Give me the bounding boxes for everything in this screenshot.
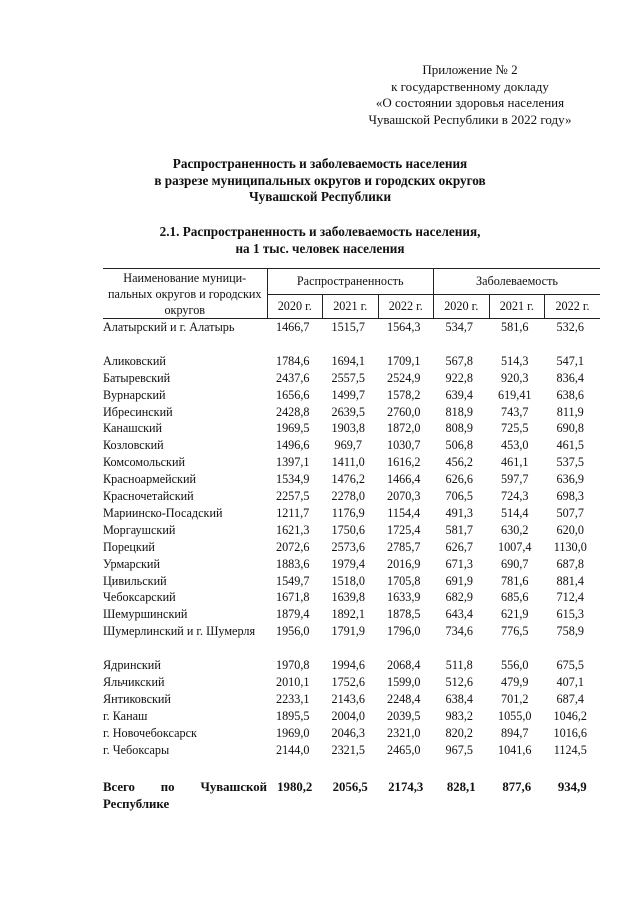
value-cell: 1633,9	[386, 590, 421, 605]
district-name-cell: Канашский	[103, 421, 163, 436]
value-cell: 615,3	[556, 607, 584, 622]
value-cell: 630,2	[501, 522, 529, 537]
value-cell: 1656,6	[275, 387, 310, 402]
table-row	[103, 505, 600, 522]
table-row	[103, 606, 600, 623]
appendix-line: к государственному докладу	[391, 78, 549, 94]
total-name-cell: Всего по Чувашской Республике	[103, 779, 267, 811]
prevalence-group-header: Распространенность	[267, 269, 434, 295]
value-cell: 687,8	[556, 556, 584, 571]
value-cell: 1130,0	[553, 539, 587, 554]
value-cell: 2437,6	[275, 370, 310, 385]
district-name-cell: г. Канаш	[103, 708, 148, 723]
table-row	[103, 742, 600, 759]
value-cell: 1016,6	[553, 725, 588, 740]
value-cell: 1671,8	[275, 590, 310, 605]
value-cell: 894,7	[501, 725, 529, 740]
table-row	[103, 556, 600, 573]
value-cell: 506,8	[445, 438, 473, 453]
value-cell: 734,6	[445, 624, 473, 639]
value-cell: 1979,4	[331, 556, 365, 571]
total-value-cell: 877,6	[502, 779, 532, 794]
report-title-line: Распространенность и заболеваемость населения	[172, 156, 468, 171]
value-cell: 776,5	[501, 624, 529, 639]
value-cell: 2257,5	[275, 489, 310, 504]
value-cell: 1903,8	[331, 421, 365, 436]
value-cell: 690,8	[556, 421, 584, 436]
value-cell: 453,0	[501, 438, 529, 453]
value-cell: 2046,3	[331, 725, 365, 740]
table-row	[103, 387, 600, 404]
value-cell: 2143,6	[331, 691, 365, 706]
district-name-cell: Урмарский	[103, 556, 160, 571]
value-cell: 2321,5	[331, 742, 365, 757]
value-cell: 1211,7	[276, 505, 310, 520]
value-cell: 691,9	[445, 573, 473, 588]
section-title-line: на 1 тыс. человек населения	[235, 240, 405, 256]
total-value-cell: 2174,3	[388, 779, 424, 794]
year-header: 2021 г.	[323, 294, 379, 318]
district-name-cell: Красноармейский	[103, 472, 196, 487]
value-cell: 969,7	[334, 438, 362, 453]
value-cell: 1411,0	[331, 455, 365, 470]
value-cell: 1956,0	[275, 624, 310, 639]
district-name-cell: Красночетайский	[103, 489, 194, 504]
name-column-header: Наименование муници-пальных округов и городских округов	[103, 269, 267, 319]
value-cell: 836,4	[556, 370, 584, 385]
statistics-table	[103, 268, 600, 813]
value-cell: 671,3	[445, 556, 473, 571]
value-cell: 808,9	[445, 421, 473, 436]
value-cell: 1796,0	[386, 624, 421, 639]
spacer-cell	[103, 759, 600, 779]
value-cell: 2321,0	[386, 725, 421, 740]
year-header: 2020 г.	[434, 294, 490, 318]
value-cell: 1154,4	[387, 505, 421, 520]
table-row	[103, 353, 600, 370]
appendix-note	[300, 62, 640, 128]
value-cell: 698,3	[556, 489, 584, 504]
district-name-cell: Аликовский	[103, 353, 166, 368]
incidence-group-header: Заболеваемость	[434, 269, 601, 295]
value-cell: 818,9	[445, 404, 473, 419]
district-name-cell: Алатырский и г. Алатырь	[103, 320, 235, 334]
section-title	[90, 224, 550, 257]
value-cell: 2004,0	[331, 708, 365, 723]
value-cell: 2639,5	[331, 404, 365, 419]
value-cell: 619,41	[497, 387, 532, 402]
table-row	[103, 370, 600, 387]
district-name-cell: Козловский	[103, 438, 164, 453]
value-cell: 620,0	[556, 522, 584, 537]
value-cell: 685,6	[501, 590, 529, 605]
value-cell: 1969,0	[275, 725, 310, 740]
appendix-line: Чувашской Республики в 2022 году»	[368, 111, 572, 127]
value-cell: 621,9	[501, 607, 529, 622]
district-name-cell: Ядринский	[103, 658, 161, 673]
year-header: 2022 г.	[378, 294, 434, 318]
district-name-cell: г. Чебоксары	[103, 742, 170, 757]
value-cell: 1518,0	[331, 573, 365, 588]
value-cell: 407,1	[556, 675, 584, 689]
value-cell: 2010,1	[275, 675, 310, 689]
table-row	[103, 454, 600, 471]
table-row	[103, 674, 600, 691]
value-cell: 547,1	[556, 353, 584, 368]
value-cell: 636,9	[556, 472, 584, 487]
value-cell: 811,9	[556, 404, 584, 419]
value-cell: 1176,9	[331, 505, 365, 520]
table-row	[103, 420, 600, 437]
year-header: 2020 г.	[267, 294, 323, 318]
table-row	[103, 657, 600, 674]
district-name-cell: Порецкий	[103, 539, 155, 554]
value-cell: 1872,0	[386, 421, 421, 436]
value-cell: 690,7	[501, 556, 529, 571]
value-cell: 1007,4	[497, 539, 532, 554]
value-cell: 1599,0	[386, 675, 421, 689]
district-name-cell: Ибресинский	[103, 404, 173, 419]
value-cell: 567,8	[445, 353, 473, 368]
value-cell: 2557,5	[331, 370, 365, 385]
value-cell: 1496,6	[275, 438, 310, 453]
value-cell: 2524,9	[386, 370, 421, 385]
total-value-cell: 934,9	[557, 779, 587, 794]
value-cell: 581,7	[445, 522, 473, 537]
value-cell: 1466,7	[275, 320, 310, 334]
value-cell: 1969,5	[275, 421, 310, 436]
value-cell: 706,5	[445, 489, 473, 504]
value-cell: 2760,0	[386, 404, 421, 419]
value-cell: 626,7	[445, 539, 473, 554]
table-row	[103, 522, 600, 539]
value-cell: 514,3	[501, 353, 529, 368]
value-cell: 479,9	[501, 675, 529, 689]
value-cell: 638,4	[445, 691, 473, 706]
value-cell: 1694,1	[331, 353, 365, 368]
table-total	[103, 759, 600, 813]
report-title-line: Чувашской Республики	[248, 189, 392, 204]
value-cell: 581,6	[501, 320, 529, 334]
value-cell: 532,6	[556, 320, 584, 334]
table-row	[103, 539, 600, 556]
table-row	[103, 437, 600, 454]
value-cell: 1476,2	[331, 472, 365, 487]
value-cell: 639,4	[445, 387, 473, 402]
value-cell: 687,4	[556, 691, 584, 706]
total-value-cell: 1980,2	[277, 779, 313, 794]
total-value-cell: 2056,5	[332, 779, 368, 794]
value-cell: 461,1	[501, 455, 529, 470]
value-cell: 701,2	[501, 691, 529, 706]
value-cell: 1564,3	[386, 320, 421, 334]
value-cell: 626,6	[445, 472, 473, 487]
table-row	[103, 471, 600, 488]
table-row	[103, 725, 600, 742]
value-cell: 1883,6	[275, 556, 310, 571]
district-name-cell: Батыревский	[103, 370, 171, 385]
value-cell: 2233,1	[275, 691, 310, 706]
table-row	[103, 573, 600, 590]
year-header: 2022 г.	[545, 294, 601, 318]
appendix-line: Приложение № 2	[422, 62, 518, 77]
value-cell: 2428,8	[275, 404, 310, 419]
value-cell: 675,5	[556, 658, 584, 673]
value-cell: 1970,8	[275, 658, 310, 673]
value-cell: 1046,2	[553, 708, 588, 723]
appendix-line: «О состоянии здоровья населения	[375, 95, 565, 110]
value-cell: 1499,7	[331, 387, 365, 402]
value-cell: 983,2	[445, 708, 473, 723]
value-cell: 725,5	[501, 421, 529, 436]
table-row	[103, 589, 600, 606]
value-cell: 2016,9	[386, 556, 421, 571]
value-cell: 1879,4	[275, 607, 310, 622]
value-cell: 1515,7	[331, 320, 365, 334]
value-cell: 1639,8	[331, 590, 365, 605]
value-cell: 2072,6	[275, 539, 310, 554]
value-cell: 1994,6	[331, 658, 365, 673]
report-title	[90, 156, 550, 206]
value-cell: 1466,4	[386, 472, 421, 487]
value-cell: 2144,0	[275, 742, 310, 757]
value-cell: 682,9	[445, 590, 473, 605]
value-cell: 597,7	[501, 472, 529, 487]
value-cell: 1397,1	[275, 455, 310, 470]
district-name-cell: Шемуршинский	[103, 607, 188, 622]
district-name-cell: Мариинско-Посадский	[103, 505, 223, 520]
value-cell: 920,3	[501, 370, 529, 385]
value-cell: 1578,2	[386, 387, 421, 402]
value-cell: 1705,8	[386, 573, 421, 588]
value-cell: 2070,3	[386, 489, 421, 504]
value-cell: 1030,7	[386, 438, 421, 453]
district-name-cell: Вурнарский	[103, 387, 166, 402]
value-cell: 534,7	[445, 320, 473, 334]
value-cell: 507,7	[556, 505, 584, 520]
value-cell: 1750,6	[331, 522, 365, 537]
report-title-line: в разрезе муниципальных округов и городских округов	[154, 172, 486, 188]
value-cell: 724,3	[501, 489, 529, 504]
value-cell: 1709,1	[386, 353, 421, 368]
value-cell: 511,8	[445, 658, 473, 673]
value-cell: 2785,7	[386, 539, 421, 554]
value-cell: 967,5	[445, 742, 473, 757]
value-cell: 1616,2	[386, 455, 421, 470]
year-header: 2021 г.	[489, 294, 545, 318]
value-cell: 537,5	[556, 455, 584, 470]
value-cell: 512,6	[445, 675, 473, 689]
value-cell: 1725,4	[386, 522, 421, 537]
table-body	[103, 319, 600, 759]
value-cell: 1895,5	[275, 708, 310, 723]
value-cell: 820,2	[445, 725, 473, 740]
value-cell: 1534,9	[275, 472, 310, 487]
district-name-cell: Комсомольский	[103, 455, 186, 470]
value-cell: 2068,4	[386, 658, 421, 673]
value-cell: 1621,3	[275, 522, 310, 537]
value-cell: 712,4	[556, 590, 584, 605]
district-name-cell: г. Новочебоксарск	[103, 725, 197, 740]
district-name-cell: Чебоксарский	[103, 590, 176, 605]
value-cell: 1892,1	[331, 607, 365, 622]
district-name-cell: Шумерлинский и г. Шумерля	[103, 624, 256, 639]
section-title-line: 2.1. Распространенность и заболеваемость населения,	[159, 224, 481, 239]
value-cell: 2573,6	[331, 539, 365, 554]
total-row	[103, 779, 600, 813]
value-cell: 881,4	[556, 573, 584, 588]
value-cell: 1878,5	[386, 607, 421, 622]
value-cell: 1784,6	[275, 353, 310, 368]
district-name-cell: Янтиковский	[103, 691, 171, 706]
value-cell: 643,4	[445, 607, 473, 622]
value-cell: 456,2	[445, 455, 473, 470]
value-cell: 1055,0	[497, 708, 532, 723]
value-cell: 514,4	[501, 505, 529, 520]
value-cell: 1041,6	[497, 742, 532, 757]
table-row	[103, 319, 600, 353]
district-name-cell: Яльчикский	[103, 675, 165, 689]
value-cell: 1549,7	[275, 573, 310, 588]
table-row	[103, 691, 600, 708]
value-cell: 2465,0	[386, 742, 421, 757]
total-value-cell: 828,1	[446, 779, 476, 794]
table-row	[103, 708, 600, 725]
value-cell: 461,5	[556, 438, 584, 453]
value-cell: 2278,0	[331, 489, 365, 504]
value-cell: 781,6	[501, 573, 529, 588]
district-name-cell: Моргаушский	[103, 522, 176, 537]
value-cell: 1752,6	[331, 675, 365, 689]
value-cell: 638,6	[556, 387, 584, 402]
value-cell: 491,3	[445, 505, 473, 520]
value-cell: 758,9	[556, 624, 584, 639]
value-cell: 556,0	[501, 658, 529, 673]
value-cell: 743,7	[501, 404, 529, 419]
table-row	[103, 623, 600, 657]
value-cell: 922,8	[445, 370, 473, 385]
value-cell: 1124,5	[553, 742, 587, 757]
value-cell: 1791,9	[331, 624, 365, 639]
table-row	[103, 488, 600, 505]
table-row	[103, 404, 600, 421]
value-cell: 2039,5	[386, 708, 421, 723]
district-name-cell: Цивильский	[103, 573, 167, 588]
value-cell: 2248,4	[386, 691, 421, 706]
